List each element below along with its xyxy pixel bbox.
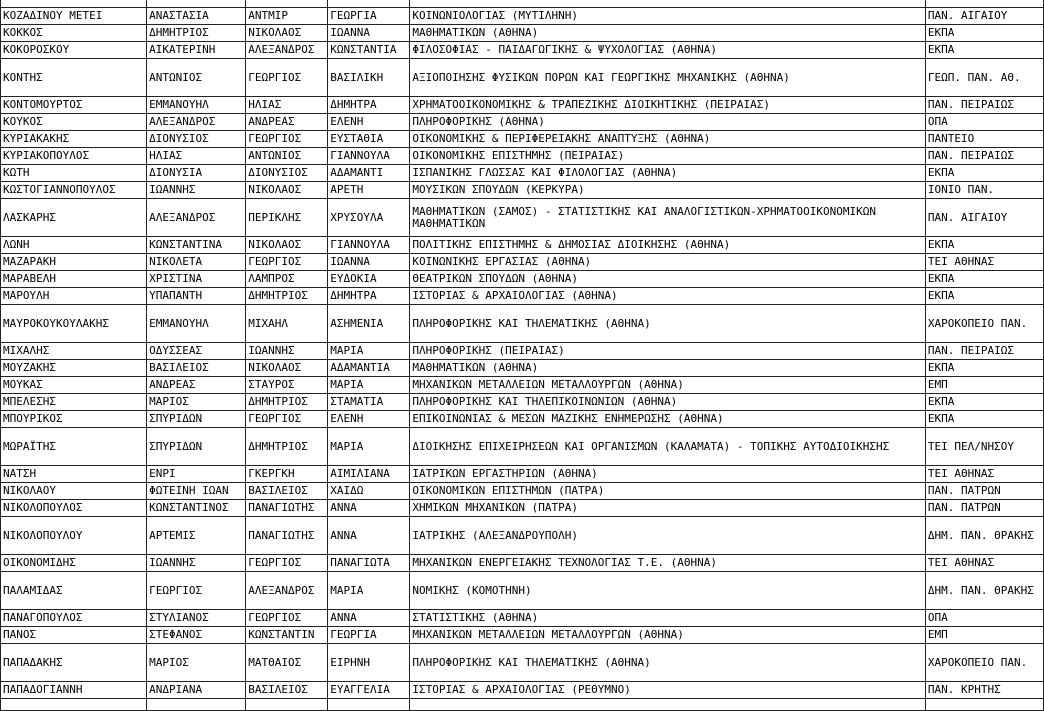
name-cell: ΔΙΟΝΥΣΙΑ	[147, 165, 246, 182]
father-name-cell: ΔΗΜΗΤΡΙΟΣ	[246, 394, 328, 411]
department-cell: ΟΙΚΟΝΟΜΙΚΩΝ ΕΠΙΣΤΗΜΩΝ (ΠΑΤΡΑ)	[410, 483, 925, 500]
surname-cell	[1, 699, 147, 711]
mother-name-cell: ΣΤΑΜΑΤΙΑ	[328, 394, 410, 411]
surname-cell: ΚΩΤΗ	[1, 165, 147, 182]
table-row	[1, 555, 1044, 572]
name-cell: ΜΑΡΙΟΣ	[147, 394, 246, 411]
name-cell: ΒΑΣΙΛΕΙΟΣ	[147, 360, 246, 377]
institution-cell: ΔΗΜ. ΠΑΝ. ΘΡΑΚΗΣ	[925, 572, 1043, 610]
father-name-cell	[246, 0, 328, 8]
table-row	[1, 25, 1044, 42]
father-name-cell: ΔΗΜΗΤΡΙΟΣ	[246, 428, 328, 466]
surname-cell: ΜΟΥΚΑΣ	[1, 377, 147, 394]
mother-name-cell: ΠΑΝΑΓΙΩΤΑ	[328, 555, 410, 572]
surname-cell: ΚΟΖΑΔΙΝΟΥ ΜΕΤΕΙ	[1, 8, 147, 25]
department-cell: ΜΗΧΑΝΙΚΩΝ ΜΕΤΑΛΛΕΙΩΝ ΜΕΤΑΛΛΟΥΡΓΩΝ (ΑΘΗΝΑ)	[410, 627, 925, 644]
mother-name-cell: ΑΝΝΑ	[328, 500, 410, 517]
department-cell	[410, 0, 925, 8]
department-cell: ΙΑΤΡΙΚΩΝ ΕΡΓΑΣΤΗΡΙΩΝ (ΑΘΗΝΑ)	[410, 466, 925, 483]
father-name-cell: ΜΑΤΘΑΙΟΣ	[246, 644, 328, 682]
name-cell	[147, 699, 246, 711]
table-row	[1, 572, 1044, 610]
surname-cell: ΚΥΡΙΑΚΑΚΗΣ	[1, 131, 147, 148]
mother-name-cell: ΜΑΡΙΑ	[328, 343, 410, 360]
mother-name-cell: ΧΡΥΣΟΥΛΑ	[328, 199, 410, 237]
mother-name-cell: ΒΑΣΙΛΙΚΗ	[328, 59, 410, 97]
table-row	[1, 360, 1044, 377]
institution-cell: ΟΠΑ	[925, 610, 1043, 627]
surname-cell: ΠΑΝΑΓΟΠΟΥΛΟΣ	[1, 610, 147, 627]
father-name-cell: ΠΕΡΙΚΛΗΣ	[246, 199, 328, 237]
department-cell: ΚΟΙΝΩΝΙΟΛΟΓΙΑΣ (ΜΥΤΙΛΗΝΗ)	[410, 8, 925, 25]
institution-cell: ΕΜΠ	[925, 377, 1043, 394]
name-cell: ΕΜΜΑΝΟΥΗΛ	[147, 305, 246, 343]
department-cell: ΕΠΙΚΟΙΝΩΝΙΑΣ & ΜΕΣΩΝ ΜΑΖΙΚΗΣ ΕΝΗΜΕΡΩΣΗΣ (ΑΘΗΝΑ)	[410, 411, 925, 428]
surname-cell: ΠΑΠΑΔΑΚΗΣ	[1, 644, 147, 682]
father-name-cell: ΝΙΚΟΛΑΟΣ	[246, 182, 328, 199]
mother-name-cell: ΑΝΝΑ	[328, 610, 410, 627]
department-cell: ΙΣΠΑΝΙΚΗΣ ΓΛΩΣΣΑΣ ΚΑΙ ΦΙΛΟΛΟΓΙΑΣ (ΑΘΗΝΑ)	[410, 165, 925, 182]
surname-cell: ΝΙΚΟΛΟΠΟΥΛΟΥ	[1, 517, 147, 555]
institution-cell: ΔΗΜ. ΠΑΝ. ΘΡΑΚΗΣ	[925, 517, 1043, 555]
mother-name-cell: ΜΑΡΙΑ	[328, 377, 410, 394]
surname-cell: ΝΙΚΟΛΟΠΟΥΛΟΣ	[1, 500, 147, 517]
surname-cell: ΛΑΣΚΑΡΗΣ	[1, 199, 147, 237]
table-row	[1, 131, 1044, 148]
surname-cell: ΛΩΝΗ	[1, 237, 147, 254]
name-cell: ΑΛΕΞΑΝΔΡΟΣ	[147, 199, 246, 237]
department-cell: ΧΡΗΜΑΤΟΟΙΚΟΝΟΜΙΚΗΣ & ΤΡΑΠΕΖΙΚΗΣ ΔΙΟΙΚΗΤΙΚΗΣ (ΠΕΙΡΑΙΑΣ)	[410, 97, 925, 114]
mother-name-cell: ΙΩΑΝΝΑ	[328, 254, 410, 271]
department-cell: ΜΗΧΑΝΙΚΩΝ ΕΝΕΡΓΕΙΑΚΗΣ ΤΕΧΝΟΛΟΓΙΑΣ Τ.Ε. (ΑΘΗΝΑ)	[410, 555, 925, 572]
surname-cell: ΜΑΖΑΡΑΚΗ	[1, 254, 147, 271]
surname-cell: ΠΑΝΟΣ	[1, 627, 147, 644]
mother-name-cell: ΑΣΗΜΕΝΙΑ	[328, 305, 410, 343]
name-cell: ΧΡΙΣΤΙΝΑ	[147, 271, 246, 288]
father-name-cell: ΛΑΜΠΡΟΣ	[246, 271, 328, 288]
institution-cell: ΤΕΙ ΑΘΗΝΑΣ	[925, 254, 1043, 271]
institution-cell: ΓΕΩΠ. ΠΑΝ. ΑΘ.	[925, 59, 1043, 97]
father-name-cell: ΚΩΝΣΤΑΝΤΙΝ	[246, 627, 328, 644]
department-cell	[410, 699, 925, 711]
department-cell: ΣΤΑΤΙΣΤΙΚΗΣ (ΑΘΗΝΑ)	[410, 610, 925, 627]
department-cell: ΠΛΗΡΟΦΟΡΙΚΗΣ (ΠΕΙΡΑΙΑΣ)	[410, 343, 925, 360]
name-cell: ΣΠΥΡΙΔΩΝ	[147, 428, 246, 466]
name-cell: ΙΩΑΝΝΗΣ	[147, 555, 246, 572]
mother-name-cell: ΕΙΡΗΝΗ	[328, 644, 410, 682]
surname-cell: ΝΑΤΣΗ	[1, 466, 147, 483]
table-row	[1, 644, 1044, 682]
father-name-cell: ΑΛΕΞΑΝΔΡΟΣ	[246, 42, 328, 59]
institution-cell: ΤΕΙ ΠΕΛ/ΝΗΣΟΥ	[925, 428, 1043, 466]
institution-cell: ΠΑΝ. ΠΕΙΡΑΙΩΣ	[925, 97, 1043, 114]
department-cell: ΜΗΧΑΝΙΚΩΝ ΜΕΤΑΛΛΕΙΩΝ ΜΕΤΑΛΛΟΥΡΓΩΝ (ΑΘΗΝΑ)	[410, 377, 925, 394]
name-cell: ΕΜΜΑΝΟΥΗΛ	[147, 97, 246, 114]
department-cell: ΙΑΤΡΙΚΗΣ (ΑΛΕΞΑΝΔΡΟΥΠΟΛΗ)	[410, 517, 925, 555]
table-row	[1, 610, 1044, 627]
table-row	[1, 343, 1044, 360]
name-cell: ΚΩΝΣΤΑΝΤΙΝΟΣ	[147, 500, 246, 517]
name-cell: ΑΛΕΞΑΝΔΡΟΣ	[147, 114, 246, 131]
mother-name-cell: ΕΛΕΝΗ	[328, 114, 410, 131]
institution-cell: ΕΚΠΑ	[925, 42, 1043, 59]
father-name-cell: ΗΛΙΑΣ	[246, 97, 328, 114]
surname-cell: ΠΑΛΑΜΙΔΑΣ	[1, 572, 147, 610]
surname-cell: ΜΟΥΖΑΚΗΣ	[1, 360, 147, 377]
table-row	[1, 682, 1044, 699]
department-cell: ΜΑΘΗΜΑΤΙΚΩΝ (ΣΑΜΟΣ) - ΣΤΑΤΙΣΤΙΚΗΣ ΚΑΙ ΑΝΑΛΟΓΙΣΤΙΚΩΝ-ΧΡΗΜΑΤΟΟΙΚΟΝΟΜΙΚΩΝ ΜΑΘΗΜΑΤΙΚΩΝ	[410, 199, 925, 237]
mother-name-cell: ΔΗΜΗΤΡΑ	[328, 288, 410, 305]
department-cell: ΠΛΗΡΟΦΟΡΙΚΗΣ (ΑΘΗΝΑ)	[410, 114, 925, 131]
institution-cell: ΠΑΝ. ΠΕΙΡΑΙΩΣ	[925, 148, 1043, 165]
mother-name-cell: ΕΛΕΝΗ	[328, 411, 410, 428]
department-cell: ΧΗΜΙΚΩΝ ΜΗΧΑΝΙΚΩΝ (ΠΑΤΡΑ)	[410, 500, 925, 517]
table-row	[1, 97, 1044, 114]
department-cell: ΠΟΛΙΤΙΚΗΣ ΕΠΙΣΤΗΜΗΣ & ΔΗΜΟΣΙΑΣ ΔΙΟΙΚΗΣΗΣ (ΑΘΗΝΑ)	[410, 237, 925, 254]
mother-name-cell: ΧΑΙΔΩ	[328, 483, 410, 500]
institution-cell: ΕΜΠ	[925, 627, 1043, 644]
surname-cell: ΜΩΡΑΪΤΗΣ	[1, 428, 147, 466]
institution-cell: ΧΑΡΟΚΟΠΕΙΟ ΠΑΝ.	[925, 305, 1043, 343]
mother-name-cell	[328, 699, 410, 711]
department-cell: ΠΛΗΡΟΦΟΡΙΚΗΣ ΚΑΙ ΤΗΛΕΠΙΚΟΙΝΩΝΙΩΝ (ΑΘΗΝΑ)	[410, 394, 925, 411]
father-name-cell: ΓΕΩΡΓΙΟΣ	[246, 411, 328, 428]
surname-cell: ΜΑΥΡΟΚΟΥΚΟΥΛΑΚΗΣ	[1, 305, 147, 343]
father-name-cell: ΝΙΚΟΛΑΟΣ	[246, 237, 328, 254]
name-cell: ΣΠΥΡΙΔΩΝ	[147, 411, 246, 428]
surname-cell: ΜΠΟΥΡΙΚΟΣ	[1, 411, 147, 428]
father-name-cell: ΓΕΩΡΓΙΟΣ	[246, 254, 328, 271]
mother-name-cell: ΑΝΝΑ	[328, 517, 410, 555]
surname-cell: ΚΟΥΚΟΣ	[1, 114, 147, 131]
father-name-cell: ΑΝΤΩΝΙΟΣ	[246, 148, 328, 165]
father-name-cell: ΓΕΩΡΓΙΟΣ	[246, 610, 328, 627]
name-cell: ΚΩΝΣΤΑΝΤΙΝΑ	[147, 237, 246, 254]
father-name-cell: ΒΑΣΙΛΕΙΟΣ	[246, 483, 328, 500]
mother-name-cell: ΜΑΡΙΑ	[328, 572, 410, 610]
father-name-cell: ΠΑΝΑΓΙΩΤΗΣ	[246, 500, 328, 517]
table-row	[1, 411, 1044, 428]
institution-cell: ΕΚΠΑ	[925, 360, 1043, 377]
name-cell: ΑΡΤΕΜΙΣ	[147, 517, 246, 555]
father-name-cell: ΝΙΚΟΛΑΟΣ	[246, 360, 328, 377]
father-name-cell: ΒΑΣΙΛΕΙΟΣ	[246, 682, 328, 699]
surname-cell: ΜΑΡΑΒΕΛΗ	[1, 271, 147, 288]
table-row	[1, 199, 1044, 237]
mother-name-cell: ΓΕΩΡΓΙΑ	[328, 627, 410, 644]
table-row	[1, 182, 1044, 199]
father-name-cell: ΣΤΑΥΡΟΣ	[246, 377, 328, 394]
table-row	[1, 8, 1044, 25]
table-row	[1, 428, 1044, 466]
mother-name-cell: ΓΙΑΝΝΟΥΛΑ	[328, 237, 410, 254]
mother-name-cell: ΓΙΑΝΝΟΥΛΑ	[328, 148, 410, 165]
institution-cell: ΠΑΝ. ΠΕΙΡΑΙΩΣ	[925, 343, 1043, 360]
institution-cell: ΤΕΙ ΑΘΗΝΑΣ	[925, 555, 1043, 572]
father-name-cell: ΓΕΩΡΓΙΟΣ	[246, 555, 328, 572]
institution-cell: ΕΚΠΑ	[925, 394, 1043, 411]
father-name-cell: ΑΝΤΜΙΡ	[246, 8, 328, 25]
department-cell: ΟΙΚΟΝΟΜΙΚΗΣ ΕΠΙΣΤΗΜΗΣ (ΠΕΙΡΑΙΑΣ)	[410, 148, 925, 165]
table-row	[1, 394, 1044, 411]
mother-name-cell: ΔΗΜΗΤΡΑ	[328, 97, 410, 114]
mother-name-cell: ΕΥΑΓΓΕΛΙΑ	[328, 682, 410, 699]
mother-name-cell: ΕΥΣΤΑΘΙΑ	[328, 131, 410, 148]
mother-name-cell: ΕΥΔΟΚΙΑ	[328, 271, 410, 288]
name-cell: ΑΝΔΡΕΑΣ	[147, 377, 246, 394]
institution-cell: ΠΑΝ. ΑΙΓΑΙΟΥ	[925, 199, 1043, 237]
institution-cell: ΠΑΝ. ΚΡΗΤΗΣ	[925, 682, 1043, 699]
department-cell: ΝΟΜΙΚΗΣ (ΚΟΜΟΤΗΝΗ)	[410, 572, 925, 610]
surname-cell: ΜΑΡΟΥΛΗ	[1, 288, 147, 305]
institution-cell: ΟΠΑ	[925, 114, 1043, 131]
name-cell: ΣΤΥΛΙΑΝΟΣ	[147, 610, 246, 627]
mother-name-cell: ΚΩΝΣΤΑΝΤΙΑ	[328, 42, 410, 59]
surname-cell: ΝΙΚΟΛΑΟΥ	[1, 483, 147, 500]
surname-cell	[1, 0, 147, 8]
name-cell	[147, 0, 246, 8]
surname-cell: ΚΟΝΤΟΜΟΥΡΤΟΣ	[1, 97, 147, 114]
father-name-cell: ΓΕΩΡΓΙΟΣ	[246, 131, 328, 148]
mother-name-cell: ΓΕΩΡΓΙΑ	[328, 8, 410, 25]
name-cell: ΑΙΚΑΤΕΡΙΝΗ	[147, 42, 246, 59]
table-row	[1, 377, 1044, 394]
surname-cell: ΟΙΚΟΝΟΜΙΔΗΣ	[1, 555, 147, 572]
department-cell: ΠΛΗΡΟΦΟΡΙΚΗΣ ΚΑΙ ΤΗΛΕΜΑΤΙΚΗΣ (ΑΘΗΝΑ)	[410, 644, 925, 682]
surname-cell: ΚΥΡΙΑΚΟΠΟΥΛΟΣ	[1, 148, 147, 165]
table-row	[1, 627, 1044, 644]
name-cell: ΔΙΟΝΥΣΙΟΣ	[147, 131, 246, 148]
institution-cell: ΕΚΠΑ	[925, 288, 1043, 305]
surname-cell: ΠΑΠΑΔΟΓΙΑΝΝΗ	[1, 682, 147, 699]
name-cell: ΓΕΩΡΓΙΟΣ	[147, 572, 246, 610]
mother-name-cell: ΜΑΡΙΑ	[328, 428, 410, 466]
department-cell: ΘΕΑΤΡΙΚΩΝ ΣΠΟΥΔΩΝ (ΑΘΗΝΑ)	[410, 271, 925, 288]
name-cell: ΕΝΡΙ	[147, 466, 246, 483]
name-cell: ΟΔΥΣΣΕΑΣ	[147, 343, 246, 360]
father-name-cell	[246, 699, 328, 711]
name-cell: ΑΝΔΡΙΑΝΑ	[147, 682, 246, 699]
institution-cell: ΠΑΝ. ΠΑΤΡΩΝ	[925, 500, 1043, 517]
mother-name-cell: ΑΔΑΜΑΝΤΙ	[328, 165, 410, 182]
name-cell: ΣΤΕΦΑΝΟΣ	[147, 627, 246, 644]
surname-cell: ΚΟΚΚΟΣ	[1, 25, 147, 42]
surname-cell: ΜΙΧΑΛΗΣ	[1, 343, 147, 360]
institution-cell: ΕΚΠΑ	[925, 237, 1043, 254]
table-row	[1, 59, 1044, 97]
institution-cell: ΧΑΡΟΚΟΠΕΙΟ ΠΑΝ.	[925, 644, 1043, 682]
institution-cell: ΕΚΠΑ	[925, 165, 1043, 182]
name-cell: ΜΑΡΙΟΣ	[147, 644, 246, 682]
surname-cell: ΚΩΣΤΟΓΙΑΝΝΟΠΟΥΛΟΣ	[1, 182, 147, 199]
father-name-cell: ΑΛΕΞΑΝΔΡΟΣ	[246, 572, 328, 610]
table-row	[1, 517, 1044, 555]
mother-name-cell: ΑΙΜΙΛΙΑΝΑ	[328, 466, 410, 483]
father-name-cell: ΑΝΔΡΕΑΣ	[246, 114, 328, 131]
name-cell: ΥΠΑΠΑΝΤΗ	[147, 288, 246, 305]
name-cell: ΑΝΑΣΤΑΣΙΑ	[147, 8, 246, 25]
department-cell: ΜΟΥΣΙΚΩΝ ΣΠΟΥΔΩΝ (ΚΕΡΚΥΡΑ)	[410, 182, 925, 199]
table-row	[1, 271, 1044, 288]
department-cell: ΙΣΤΟΡΙΑΣ & ΑΡΧΑΙΟΛΟΓΙΑΣ (ΑΘΗΝΑ)	[410, 288, 925, 305]
institution-cell: ΕΚΠΑ	[925, 411, 1043, 428]
father-name-cell: ΓΕΩΡΓΙΟΣ	[246, 59, 328, 97]
table-row	[1, 114, 1044, 131]
mother-name-cell	[328, 0, 410, 8]
table-row	[1, 500, 1044, 517]
department-cell: ΜΑΘΗΜΑΤΙΚΩΝ (ΑΘΗΝΑ)	[410, 360, 925, 377]
institution-cell: ΠΑΝ. ΑΙΓΑΙΟΥ	[925, 8, 1043, 25]
name-cell: ΑΝΤΩΝΙΟΣ	[147, 59, 246, 97]
mother-name-cell: ΙΩΑΝΝΑ	[328, 25, 410, 42]
institution-cell: ΕΚΠΑ	[925, 25, 1043, 42]
department-cell: ΑΞΙΟΠΟΙΗΣΗΣ ΦΥΣΙΚΩΝ ΠΟΡΩΝ ΚΑΙ ΓΕΩΡΓΙΚΗΣ ΜΗΧΑΝΙΚΗΣ (ΑΘΗΝΑ)	[410, 59, 925, 97]
department-cell: ΔΙΟΙΚΗΣΗΣ ΕΠΙΧΕΙΡΗΣΕΩΝ ΚΑΙ ΟΡΓΑΝΙΣΜΩΝ (ΚΑΛΑΜΑΤΑ) - ΤΟΠΙΚΗΣ ΑΥΤΟΔΙΟΙΚΗΣΗΣ	[410, 428, 925, 466]
table-row	[1, 699, 1044, 711]
name-cell: ΦΩΤΕΙΝΗ ΙΩΑΝ	[147, 483, 246, 500]
institution-cell: ΙΟΝΙΟ ΠΑΝ.	[925, 182, 1043, 199]
surname-cell: ΜΠΕΛΕΣΗΣ	[1, 394, 147, 411]
department-cell: ΜΑΘΗΜΑΤΙΚΩΝ (ΑΘΗΝΑ)	[410, 25, 925, 42]
institution-cell: ΤΕΙ ΑΘΗΝΑΣ	[925, 466, 1043, 483]
institution-cell	[925, 0, 1043, 8]
table-row	[1, 288, 1044, 305]
table-row	[1, 483, 1044, 500]
name-cell: ΙΩΑΝΝΗΣ	[147, 182, 246, 199]
table-row	[1, 305, 1044, 343]
table-row	[1, 165, 1044, 182]
father-name-cell: ΔΙΟΝΥΣΙΟΣ	[246, 165, 328, 182]
department-cell: ΟΙΚΟΝΟΜΙΚΗΣ & ΠΕΡΙΦΕΡΕΙΑΚΗΣ ΑΝΑΠΤΥΞΗΣ (ΑΘΗΝΑ)	[410, 131, 925, 148]
name-cell: ΝΙΚΟΛΕΤΑ	[147, 254, 246, 271]
surname-cell: ΚΟΝΤΗΣ	[1, 59, 147, 97]
surname-cell: ΚΟΚΟΡΟΣΚΟΥ	[1, 42, 147, 59]
institution-cell: ΠΑΝ. ΠΑΤΡΩΝ	[925, 483, 1043, 500]
father-name-cell: ΙΩΑΝΝΗΣ	[246, 343, 328, 360]
father-name-cell: ΜΙΧΑΗΛ	[246, 305, 328, 343]
department-cell: ΚΟΙΝΩΝΙΚΗΣ ΕΡΓΑΣΙΑΣ (ΑΘΗΝΑ)	[410, 254, 925, 271]
department-cell: ΙΣΤΟΡΙΑΣ & ΑΡΧΑΙΟΛΟΓΙΑΣ (ΡΕΘΥΜΝΟ)	[410, 682, 925, 699]
table-row	[1, 466, 1044, 483]
department-cell: ΦΙΛΟΣΟΦΙΑΣ - ΠΑΙΔΑΓΩΓΙΚΗΣ & ΨΥΧΟΛΟΓΙΑΣ (ΑΘΗΝΑ)	[410, 42, 925, 59]
mother-name-cell: ΑΡΕΤΗ	[328, 182, 410, 199]
department-cell: ΠΛΗΡΟΦΟΡΙΚΗΣ ΚΑΙ ΤΗΛΕΜΑΤΙΚΗΣ (ΑΘΗΝΑ)	[410, 305, 925, 343]
table-row	[1, 42, 1044, 59]
name-cell: ΔΗΜΗΤΡΙΟΣ	[147, 25, 246, 42]
table-row	[1, 148, 1044, 165]
table-row	[1, 0, 1044, 8]
institution-cell	[925, 699, 1043, 711]
results-table-body	[1, 0, 1044, 711]
table-row	[1, 237, 1044, 254]
father-name-cell: ΓΚΕΡΓΚΗ	[246, 466, 328, 483]
table-row	[1, 254, 1044, 271]
name-cell: ΗΛΙΑΣ	[147, 148, 246, 165]
institution-cell: ΕΚΠΑ	[925, 271, 1043, 288]
father-name-cell: ΝΙΚΟΛΑΟΣ	[246, 25, 328, 42]
mother-name-cell: ΑΔΑΜΑΝΤΙΑ	[328, 360, 410, 377]
father-name-cell: ΠΑΝΑΓΙΩΤΗΣ	[246, 517, 328, 555]
institution-cell: ΠΑΝΤΕΙΟ	[925, 131, 1043, 148]
father-name-cell: ΔΗΜΗΤΡΙΟΣ	[246, 288, 328, 305]
